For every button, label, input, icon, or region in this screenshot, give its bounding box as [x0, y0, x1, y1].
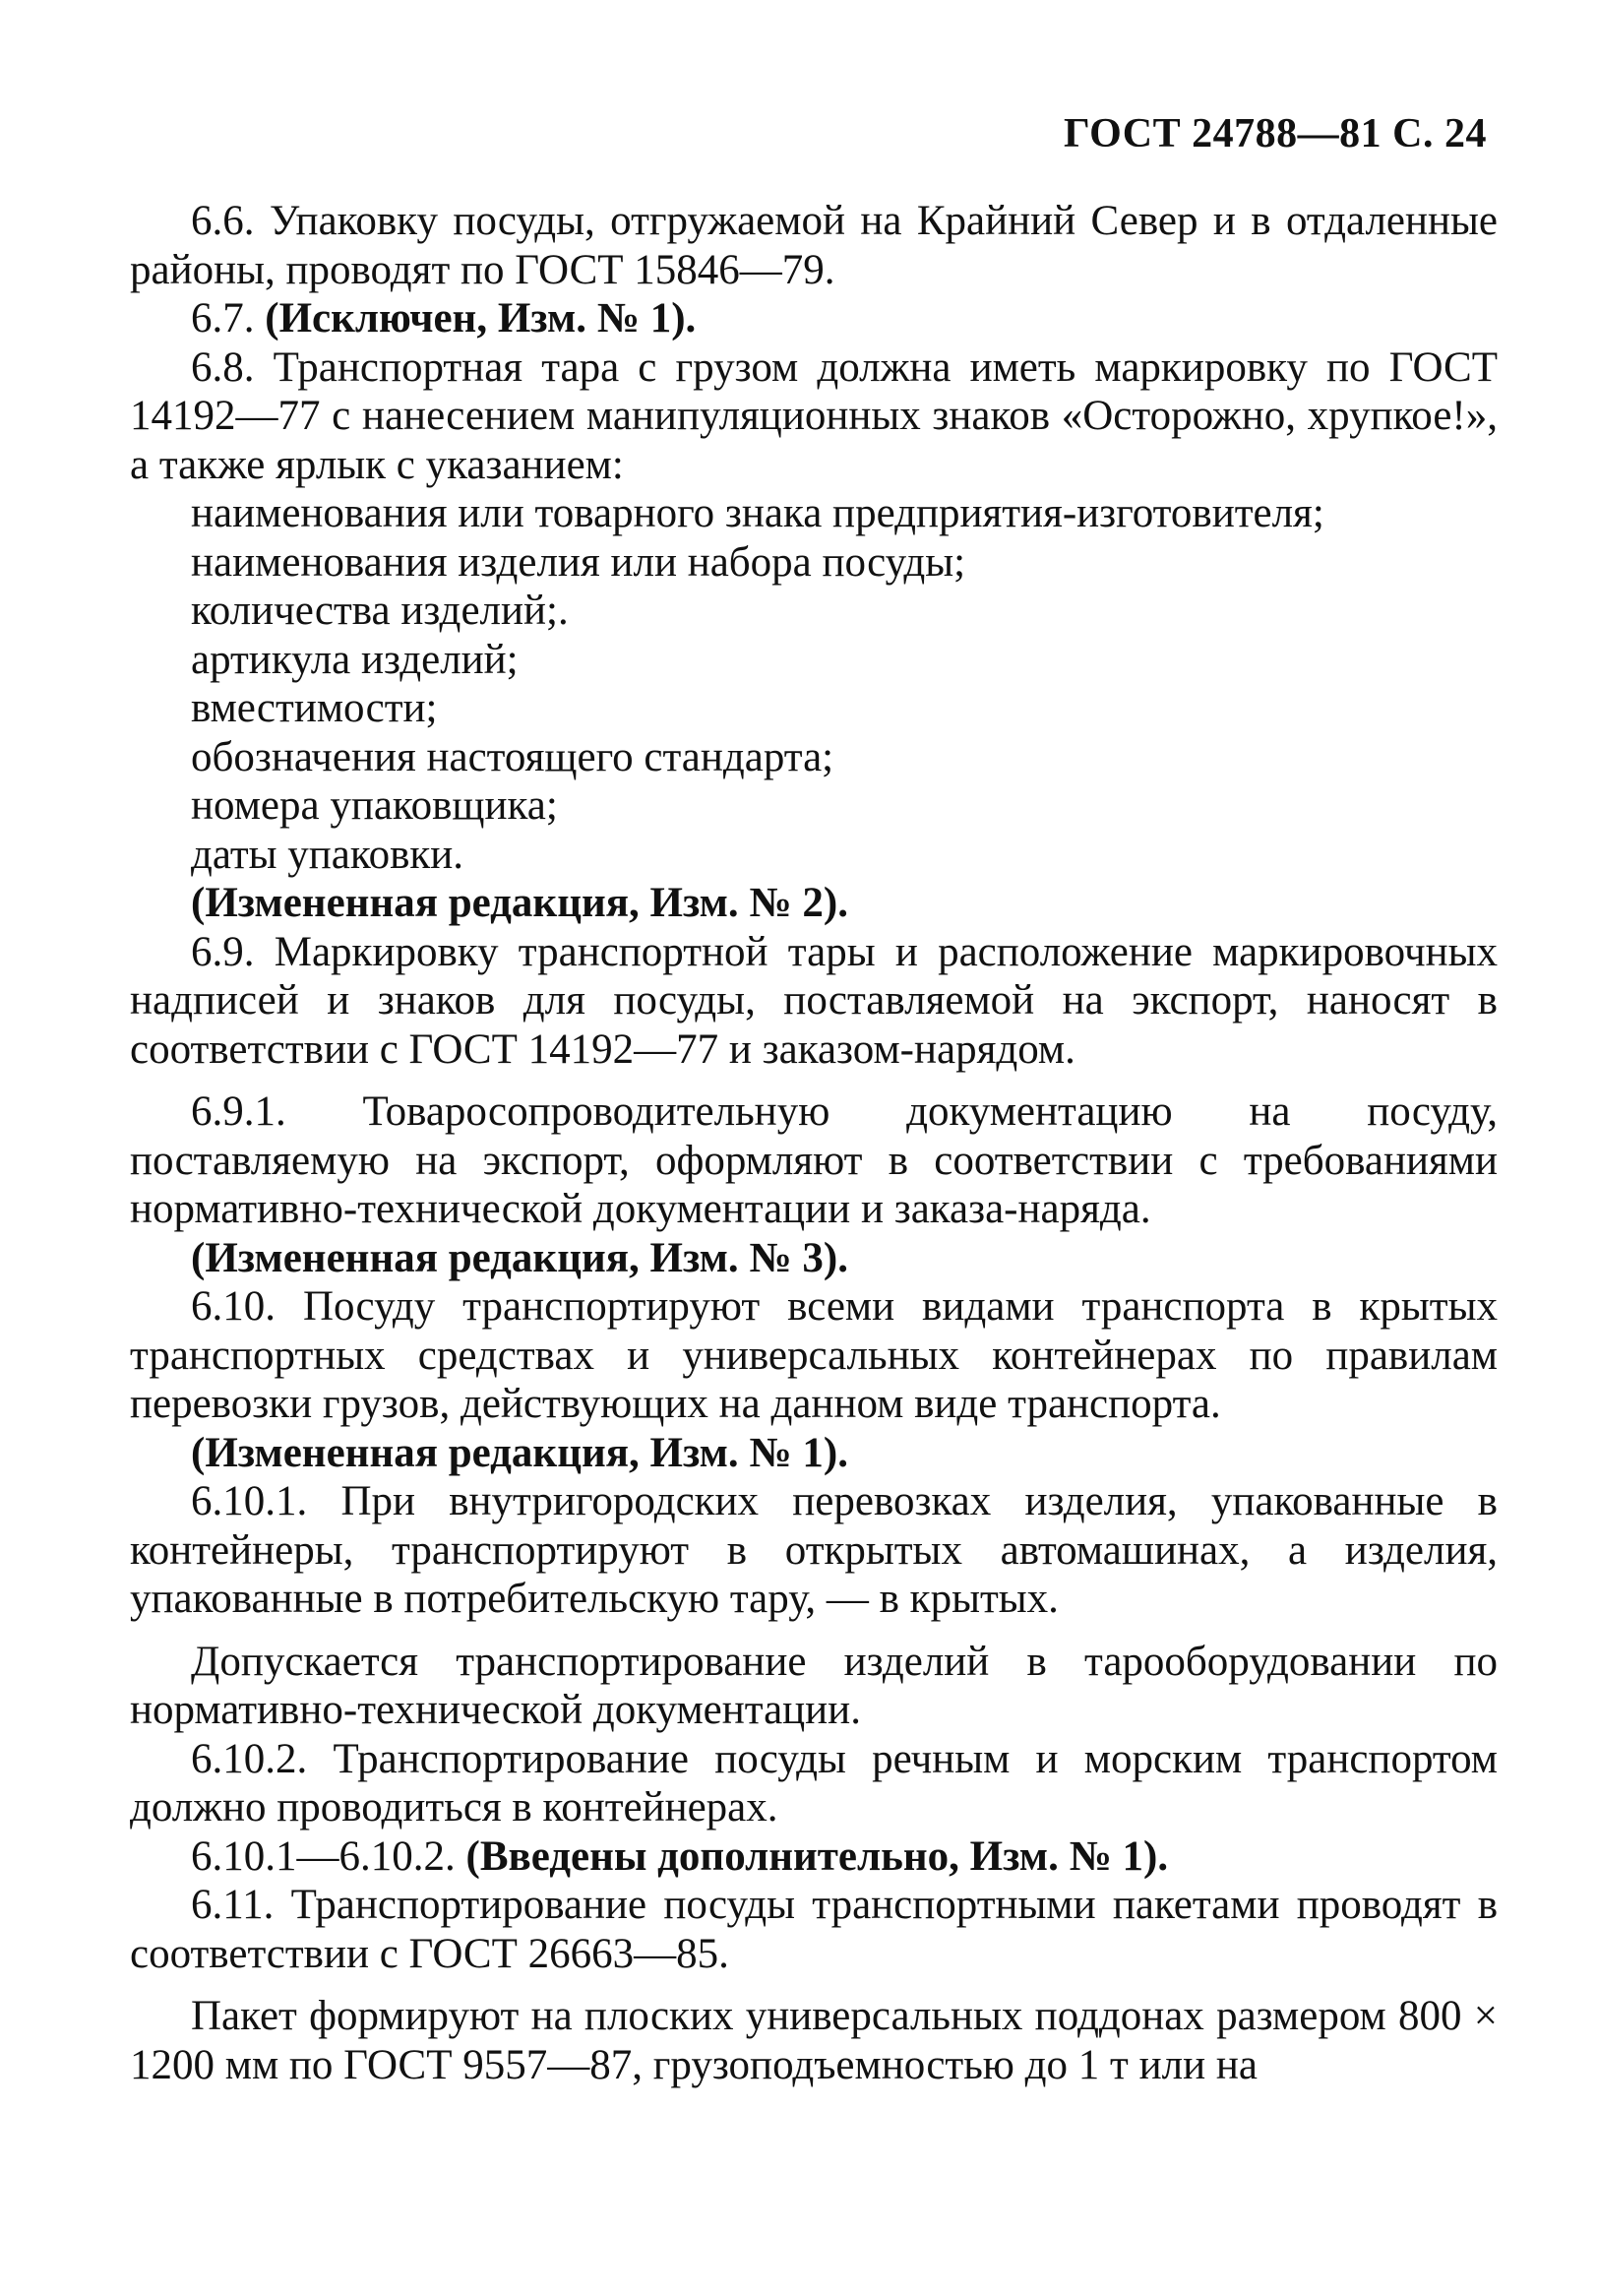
document-body — [130, 197, 1498, 2089]
paragraph-6-11: 6.11. Транспортирование посуды транспортными пакетами проводят в соответствии с ГОСТ 26663—85. — [130, 1882, 1498, 1977]
paragraph-6-9-1: 6.9.1. Товаросопроводительную документацию на посуду, поставляемую на экспорт, оформляют в соответствии с требованиями нормативно-технической документации и заказа-наряда. — [130, 1088, 1498, 1232]
paragraph-package: Пакет формируют на плоских универсальных поддонах размером 800 × 1200 мм по ГОСТ 9557—87, грузоподъемностью до 1 т или на — [130, 1993, 1498, 2088]
paragraph-number: 6.7. — [191, 295, 255, 341]
paragraph-amendment-range — [130, 1832, 1498, 1882]
paragraph-number: 6.10.1—6.10.2. — [191, 1832, 456, 1880]
list-item: наименования или товарного знака предприятия-изготовителя; — [191, 490, 1324, 536]
list-item: номера упаковщика; — [191, 782, 558, 829]
page-header: ГОСТ 24788—81 С. 24 — [1063, 111, 1487, 156]
list-item: артикула изделий; — [191, 636, 519, 683]
paragraph-permission: Допускается транспортирование изделий в тарооборудовании по нормативно-технической документации. — [130, 1638, 1498, 1733]
paragraph-6-10: 6.10. Посуду транспортируют всеми видами транспорта в крытых транспортных средствах и универсальных контейнерах по правилам перевозки грузов, действующих на данном виде транспорта. — [130, 1283, 1498, 1427]
paragraph-6-7 — [130, 294, 1498, 343]
list-item: количества изделий;. — [191, 588, 569, 634]
paragraph-6-6: 6.6. Упаковку посуды, отгружаемой на Крайний Север и в отдаленные районы, проводят по ГОСТ 15846—79. — [130, 198, 1498, 293]
amendment-note: (Введены дополнительно, Изм. № 1). — [465, 1832, 1169, 1880]
paragraph-6-8: 6.8. Транспортная тара с грузом должна иметь маркировку по ГОСТ 14192—77 с нанесением манипуляционных знаков «Осторожно, хрупкое!», а также ярлык с указанием: — [130, 343, 1498, 488]
list-item: наименования изделия или набора посуды; — [191, 538, 966, 586]
paragraph-6-10-1: 6.10.1. При внутригородских перевозках изделия, упакованные в контейнеры, транспортируют в открытых автомашинах, а изделия, упакованные в потребительскую тару, — в крытых. — [130, 1478, 1498, 1622]
amendment-note: (Измененная редакция, Изм. № 1). — [191, 1429, 848, 1476]
amendment-note: (Измененная редакция, Изм. № 2). — [191, 880, 848, 926]
amendment-note: (Измененная редакция, Изм. № 3). — [191, 1234, 848, 1281]
amendment-note: (Исключен, Изм. № 1). — [265, 295, 697, 341]
paragraph-6-9: 6.9. Маркировку транспортной тары и расположение маркировочных надписей и знаков для посуды, поставляемой на экспорт, наносят в соответствии с ГОСТ 14192—77 и заказом-нарядом. — [130, 928, 1498, 1073]
list-item: даты упаковки. — [191, 831, 464, 878]
list-item: обозначения настоящего стандарта; — [191, 733, 834, 780]
list-item: вместимости; — [191, 685, 438, 731]
paragraph-6-10-2: 6.10.2. Транспортирование посуды речным и морским транспортом должно проводиться в контейнерах. — [130, 1735, 1498, 1831]
